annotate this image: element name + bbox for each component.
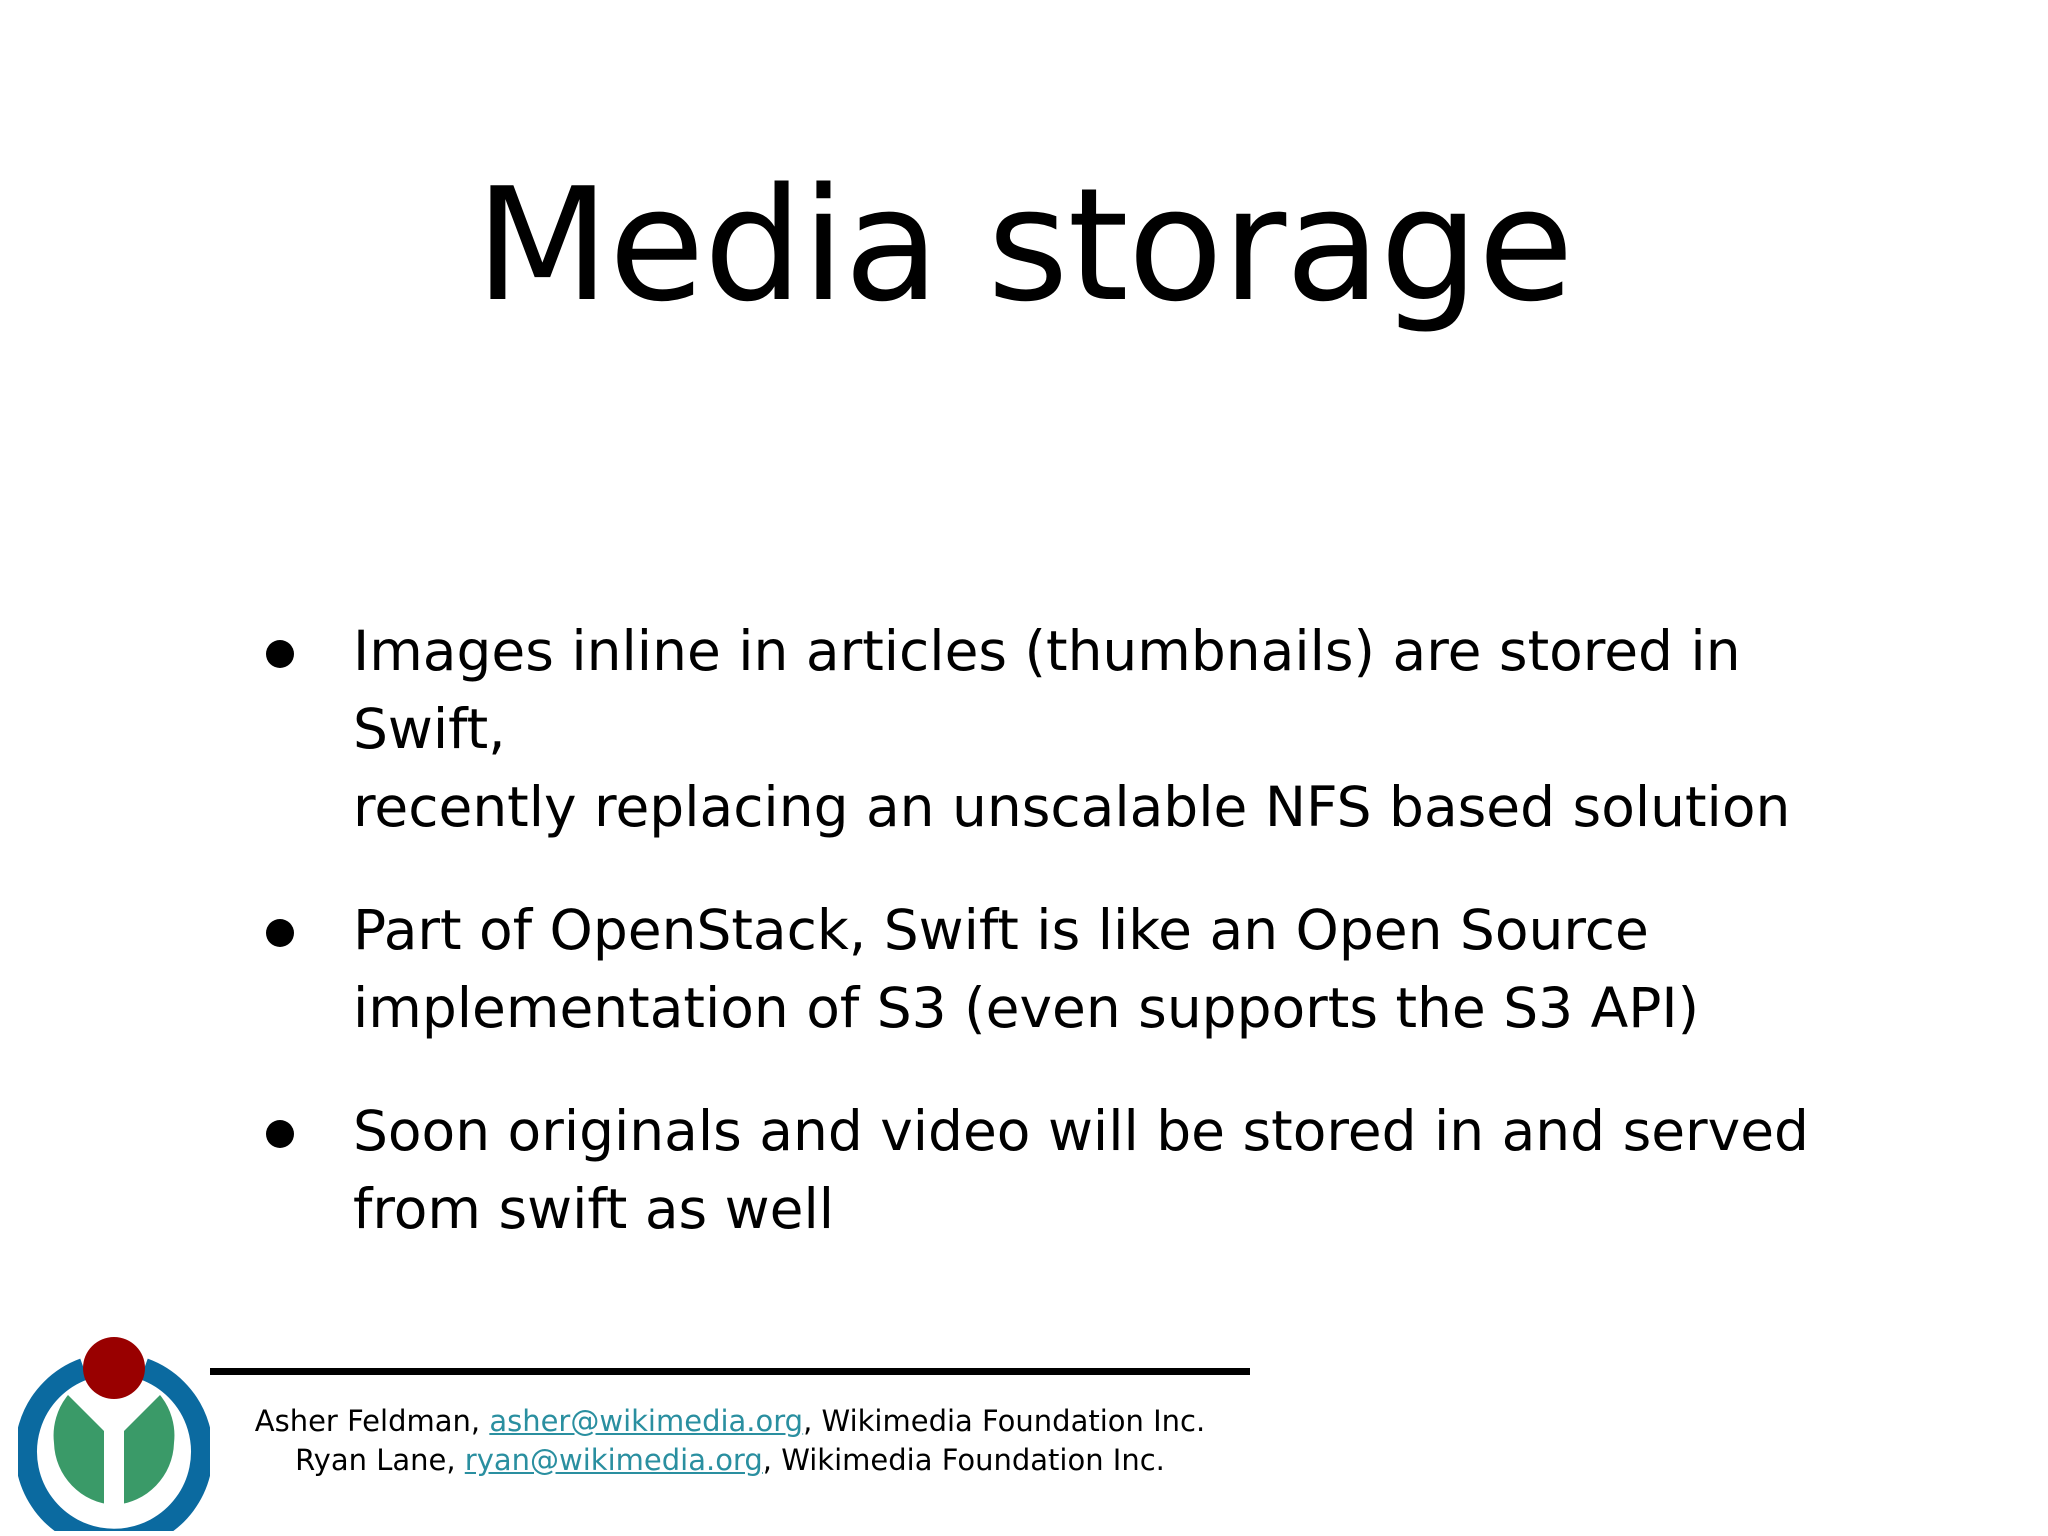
- bullet-text-line: from swift as well: [353, 1177, 835, 1241]
- bullet-item-thumbnails: [250, 612, 1870, 846]
- bullet-list: [250, 612, 1870, 1293]
- footer-author-line: [210, 1402, 1250, 1441]
- author-email-link[interactable]: ryan@wikimedia.org: [464, 1443, 763, 1477]
- bullet-text-line: Images inline in articles (thumbnails) are stored in Swift,: [353, 619, 1741, 761]
- slide-title: Media storage: [475, 154, 1573, 336]
- bullet-dot-icon: [266, 919, 294, 947]
- bullet-item-openstack: [250, 891, 1870, 1047]
- bullet-item-originals: [250, 1092, 1870, 1248]
- footer-author-line: [210, 1441, 1250, 1480]
- wikimedia-logo-icon: [18, 1335, 210, 1531]
- logo-dot-shape: [83, 1337, 145, 1399]
- bullet-text-line: implementation of S3 (even supports the S3 API): [353, 976, 1700, 1040]
- bullet-text-line: Part of OpenStack, Swift is like an Open Source: [353, 898, 1649, 962]
- logo-stem-gap: [104, 1427, 124, 1509]
- footer-credits: [210, 1402, 1250, 1480]
- bullet-text-line: recently replacing an unscalable NFS based solution: [353, 775, 1791, 839]
- author-name: Asher Feldman,: [254, 1404, 490, 1438]
- author-org: , Wikimedia Foundation Inc.: [803, 1404, 1206, 1438]
- bullet-dot-icon: [266, 640, 294, 668]
- author-email-link[interactable]: asher@wikimedia.org: [489, 1404, 804, 1438]
- footer-divider: [210, 1368, 1250, 1375]
- bullet-dot-icon: [266, 1120, 294, 1148]
- bullet-text-line: Soon originals and video will be stored in and served: [353, 1099, 1809, 1163]
- author-name: Ryan Lane,: [295, 1443, 465, 1477]
- author-org: , Wikimedia Foundation Inc.: [762, 1443, 1165, 1477]
